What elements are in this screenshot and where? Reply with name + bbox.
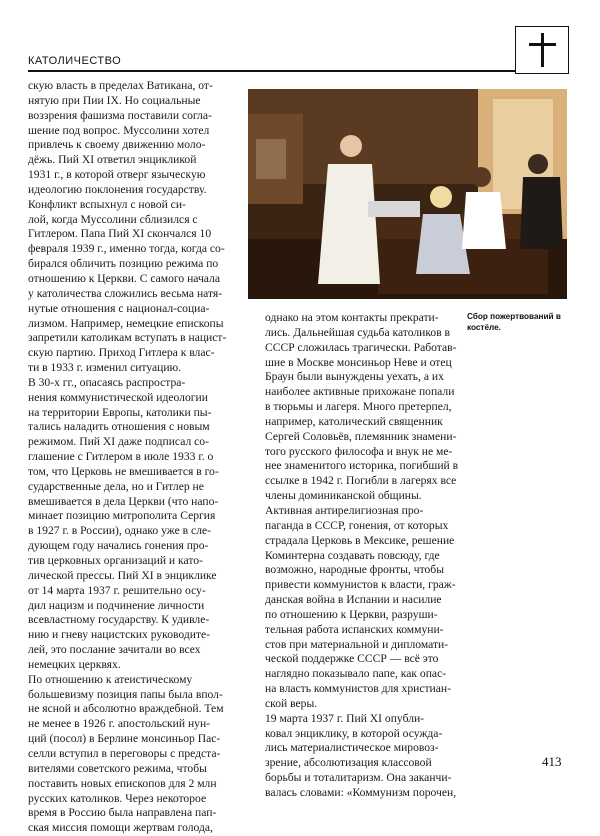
text-line: бирался обличить позицию режима по bbox=[28, 257, 219, 271]
text-line: скую партию. Приход Гитлера к влас- bbox=[28, 346, 215, 360]
text-line: наглядно показывало папе, как опас- bbox=[265, 667, 447, 681]
text-line: нятую при Пии IX. Но социальные bbox=[28, 93, 201, 107]
right-text-column bbox=[265, 311, 489, 801]
text-line: лой, когда Муссолини сблизился с bbox=[28, 212, 198, 226]
text-line: в тюрьмы и лагеря. Много претерпел, bbox=[265, 400, 452, 414]
text-line: страдала Церковь в Мексике, решение bbox=[265, 533, 455, 547]
text-line: однако на этом контакты прекрати- bbox=[265, 311, 439, 324]
text-line: февраля 1939 г., именно тогда, когда со- bbox=[28, 242, 225, 256]
text-line: запретили католикам вступать в нацист- bbox=[28, 331, 227, 345]
text-line: вителями советского режима, чтобы bbox=[28, 761, 207, 775]
text-line: отношению к Церкви. С самого начала bbox=[28, 271, 220, 285]
text-line: нения коммунистической идеологии bbox=[28, 390, 208, 404]
text-line: стов при материальной и дипломати- bbox=[265, 637, 449, 651]
photo-caption: Сбор пожертвований в костёле. bbox=[467, 312, 561, 332]
text-line: поставить новых епископов для 2 млн bbox=[28, 776, 217, 790]
text-line: дил нацизм и подчинение личности bbox=[28, 598, 205, 612]
text-line: большевизму позиция папы была впол- bbox=[28, 687, 223, 701]
text-line: данская война в Испании и насилие bbox=[265, 593, 442, 607]
text-line: время в Россию была направлена пап- bbox=[28, 806, 217, 820]
text-line: тались наладить отношения с новым bbox=[28, 420, 210, 434]
text-line: в 1927 г. в России), однако уже в сле- bbox=[28, 524, 211, 538]
text-line: Сергей Соловьёв, племянник знамени- bbox=[265, 429, 457, 443]
text-line: СССР сложилась трагически. Работав- bbox=[265, 340, 457, 354]
text-line: Браун были вынуждены уехать, а их bbox=[265, 370, 444, 384]
page-number: 413 bbox=[542, 754, 562, 769]
text-line: идеологию поклонения государству. bbox=[28, 182, 207, 196]
text-line: дёжь. Пий XI ответил энцикликой bbox=[28, 153, 197, 167]
text-line: тельная работа испанских коммуни- bbox=[265, 622, 444, 636]
text-line: по отношению к Церкви, разруши- bbox=[265, 607, 438, 621]
text-line: на территории Европы, католики пы- bbox=[28, 405, 212, 419]
text-line: ций (посол) в Берлине монсиньор Пас- bbox=[28, 732, 221, 746]
text-line: Активная антирелигиозная про- bbox=[265, 503, 424, 517]
text-line: нее знаменитого историка, погибший в bbox=[265, 459, 459, 473]
text-line: привести коммунистов к власти, граж- bbox=[265, 578, 456, 592]
text-line: лись. Дальнейшая судьба католиков в bbox=[265, 325, 451, 339]
photo-illustration bbox=[248, 89, 567, 299]
text-line: шие в Москве монсиньор Неве и отец bbox=[265, 355, 452, 369]
text-line: ти в 1933 г. изменил ситуацию. bbox=[28, 361, 182, 375]
text-line: 19 марта 1937 г. Пий XI опубли- bbox=[265, 711, 425, 725]
text-line: режимом. Пий XI даже подписал со- bbox=[28, 435, 209, 449]
text-line: лизмом. Например, немецкие епископы bbox=[28, 316, 224, 330]
text-line: скую власть в пределах Ватикана, от- bbox=[28, 79, 213, 92]
text-line: паганда в СССР, гонения, от которых bbox=[265, 518, 449, 532]
text-line: минает позицию митрополита Сергия bbox=[28, 509, 216, 523]
text-line: тив церковных организаций и като- bbox=[28, 554, 203, 567]
header-rule bbox=[28, 70, 516, 72]
text-line: зрение, абсолютизация классовой bbox=[265, 756, 432, 770]
text-line: у католичества сложились весьма натя- bbox=[28, 286, 223, 300]
text-line: ческой поддержке СССР — всё это bbox=[265, 652, 439, 666]
text-line: Коминтерна создавать повсюду, где bbox=[265, 548, 440, 562]
text-line: наиболее активные прихожане попали bbox=[265, 385, 455, 399]
text-line: Гитлером. Папа Пий XI скончался 10 bbox=[28, 227, 212, 241]
text-line: не ясной и абсолютно враждебной. Тем bbox=[28, 702, 224, 716]
church-donation-photo bbox=[248, 89, 567, 299]
text-line: лись материалистическое мировоз- bbox=[265, 741, 439, 755]
text-line: нию и гневу нацистских руководите- bbox=[28, 628, 211, 642]
text-line: Конфликт вспыхнул с новой си- bbox=[28, 197, 186, 211]
text-line: ссылке в 1942 г. Погибли в лагерях все bbox=[265, 474, 457, 488]
text-line: По отношению к атеистическому bbox=[28, 672, 193, 686]
text-line: воззрения фашизма поставили согла- bbox=[28, 108, 212, 122]
text-line: того русского философа и внук не ме- bbox=[265, 444, 453, 458]
text-line: борьбы и тоталитаризм. Она заканчи- bbox=[265, 771, 452, 785]
text-line: селли вступил в переговоры с предста- bbox=[28, 746, 221, 760]
text-line: ская миссия помощи жертвам голода, bbox=[28, 821, 213, 835]
text-line: члены доминиканской общины. bbox=[265, 489, 422, 503]
text-line: лей, это послание зачитали во всех bbox=[28, 643, 201, 657]
cross-vertical-bar bbox=[541, 33, 544, 67]
text-line: валась словами: «Коммунизм порочен, bbox=[265, 786, 457, 799]
left-text-column bbox=[28, 79, 250, 836]
text-line: шение под вопрос. Муссолини хотел bbox=[28, 123, 210, 137]
text-line: на власть коммунистов для христиан- bbox=[265, 682, 451, 696]
text-line: В 30-х гг., опасаясь распростра- bbox=[28, 375, 186, 389]
text-line: дующем году начались гонения про- bbox=[28, 539, 209, 553]
latin-cross-icon bbox=[515, 26, 569, 74]
text-line: возможно, народные фронты, чтобы bbox=[265, 563, 445, 577]
text-line: немецких церквях. bbox=[28, 657, 121, 671]
text-line: например, католический священник bbox=[265, 414, 443, 428]
text-line: том, что Церковь не вмешивается в го- bbox=[28, 464, 219, 478]
text-line: не менее в 1926 г. апостольский нун- bbox=[28, 717, 211, 731]
text-line: глашение с Гитлером в июле 1933 г. о bbox=[28, 450, 214, 464]
text-line: ковал энциклику, в которой осужда- bbox=[265, 726, 443, 740]
text-line: всевластному государству. К удивле- bbox=[28, 613, 210, 627]
cross-horizontal-bar bbox=[529, 43, 556, 46]
text-line: сударственные дела, но и Гитлер не bbox=[28, 479, 204, 493]
text-line: нутые отношения с национал-социа- bbox=[28, 301, 210, 315]
text-line: 1931 г., в которой отверг языческую bbox=[28, 168, 206, 182]
section-title: КАТОЛИЧЕСТВО bbox=[28, 55, 122, 67]
text-line: вмешивается в дела Церкви (что напо- bbox=[28, 494, 219, 508]
text-line: привлечь к своему движению моло- bbox=[28, 138, 206, 152]
text-line: лической прессы. Пий XI в энциклике bbox=[28, 568, 217, 582]
text-line: от 14 марта 1937 г. решительно осу- bbox=[28, 583, 206, 597]
text-line: русских католиков. Через некоторое bbox=[28, 791, 207, 805]
text-line: ской веры. bbox=[265, 696, 318, 710]
